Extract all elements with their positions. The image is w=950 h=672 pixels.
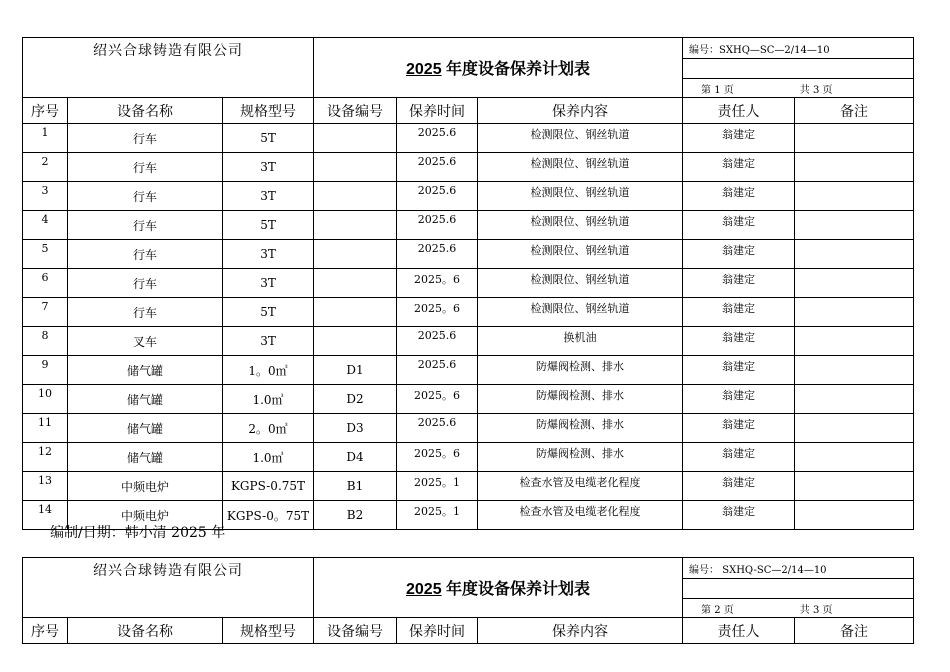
col-header-code: 设备编号 [314, 618, 397, 644]
document-code: 编号：SXHQ—SC—2/14—10 [683, 38, 914, 59]
cell-content: 检测限位、钢丝轨道 [478, 269, 683, 298]
cell-no: 7 [23, 298, 68, 327]
company-name: 绍兴合球铸造有限公司 [23, 558, 314, 618]
page-total: 共 3 页 [799, 84, 833, 96]
cell-no: 1 [23, 124, 68, 153]
table-row [23, 298, 914, 327]
col-header-spec: 规格型号 [223, 98, 314, 124]
cell-content: 检测限位、钢丝轨道 [478, 182, 683, 211]
cell-person: 翁建定 [683, 124, 795, 153]
cell-no: 4 [23, 211, 68, 240]
cell-note [795, 153, 914, 182]
table-row [23, 414, 914, 443]
page-indicator [683, 79, 914, 98]
cell-person: 翁建定 [683, 269, 795, 298]
cell-person: 翁建定 [683, 472, 795, 501]
cell-note [795, 385, 914, 414]
col-header-person: 责任人 [683, 98, 795, 124]
page-indicator [683, 599, 914, 618]
cell-spec: KGPS-0.75T [223, 472, 314, 501]
cell-code [314, 240, 397, 269]
table-row [23, 211, 914, 240]
table-row [23, 443, 914, 472]
blank-header-cell [683, 579, 914, 599]
cell-name: 储气罐 [68, 443, 223, 472]
page-number: 第 2 页 [701, 604, 734, 616]
cell-no: 12 [23, 443, 68, 472]
document-title [314, 558, 683, 618]
col-header-name: 设备名称 [68, 98, 223, 124]
cell-time: 2025。6 [397, 385, 478, 414]
cell-name: 行车 [68, 153, 223, 182]
cell-name: 行车 [68, 211, 223, 240]
cell-code [314, 327, 397, 356]
cell-code: D2 [314, 385, 397, 414]
cell-content: 检测限位、钢丝轨道 [478, 153, 683, 182]
document-code: 编号： SXHQ-SC—2/14—10 [683, 558, 914, 579]
blank-header-cell [683, 59, 914, 79]
cell-time: 2025.6 [397, 124, 478, 153]
cell-content: 检测限位、钢丝轨道 [478, 298, 683, 327]
cell-code [314, 269, 397, 298]
cell-code: B1 [314, 472, 397, 501]
cell-content: 防爆阀检测、排水 [478, 443, 683, 472]
cell-name: 行车 [68, 124, 223, 153]
col-header-person: 责任人 [683, 618, 795, 644]
cell-spec: 3T [223, 269, 314, 298]
cell-spec: 1.0㎥ [223, 443, 314, 472]
table-row [23, 385, 914, 414]
table-row [23, 153, 914, 182]
cell-person: 翁建定 [683, 414, 795, 443]
cell-note [795, 124, 914, 153]
cell-code: B2 [314, 501, 397, 530]
title-year: 2025 [406, 581, 442, 598]
cell-person: 翁建定 [683, 501, 795, 530]
col-header-time: 保养时间 [397, 98, 478, 124]
cell-name: 储气罐 [68, 385, 223, 414]
cell-code: D4 [314, 443, 397, 472]
cell-no: 6 [23, 269, 68, 298]
cell-content: 防爆阀检测、排水 [478, 385, 683, 414]
cell-note [795, 211, 914, 240]
cell-name: 储气罐 [68, 356, 223, 385]
cell-spec: 1。0㎥ [223, 356, 314, 385]
cell-time: 2025.6 [397, 414, 478, 443]
table-row [23, 356, 914, 385]
cell-spec: 3T [223, 240, 314, 269]
cell-spec: 5T [223, 298, 314, 327]
table-row [23, 240, 914, 269]
cell-content: 检测限位、钢丝轨道 [478, 240, 683, 269]
cell-time: 2025.6 [397, 153, 478, 182]
cell-name: 储气罐 [68, 414, 223, 443]
cell-time: 2025。1 [397, 472, 478, 501]
cell-person: 翁建定 [683, 356, 795, 385]
cell-name: 行车 [68, 269, 223, 298]
col-header-no: 序号 [23, 98, 68, 124]
cell-code: D3 [314, 414, 397, 443]
cell-no: 14 [23, 501, 68, 530]
prepared-by-footer: 编制/日期：韩小清 2025 年 [50, 525, 226, 541]
cell-person: 翁建定 [683, 298, 795, 327]
cell-note [795, 182, 914, 211]
cell-content: 检测限位、钢丝轨道 [478, 211, 683, 240]
cell-content: 换机油 [478, 327, 683, 356]
cell-note [795, 269, 914, 298]
col-header-code: 设备编号 [314, 98, 397, 124]
cell-spec: 3T [223, 182, 314, 211]
cell-time: 2025.6 [397, 211, 478, 240]
document-title [314, 38, 683, 98]
cell-code [314, 182, 397, 211]
cell-note [795, 240, 914, 269]
maintenance-plan-table-page-1 [22, 37, 914, 530]
cell-content: 检查水管及电缆老化程度 [478, 472, 683, 501]
cell-time: 2025.6 [397, 240, 478, 269]
cell-content: 检查水管及电缆老化程度 [478, 501, 683, 530]
cell-time: 2025.6 [397, 356, 478, 385]
col-header-time: 保养时间 [397, 618, 478, 644]
cell-note [795, 298, 914, 327]
cell-time: 2025.6 [397, 327, 478, 356]
cell-spec: 5T [223, 124, 314, 153]
col-header-note: 备注 [795, 98, 914, 124]
col-header-name: 设备名称 [68, 618, 223, 644]
cell-name: 行车 [68, 298, 223, 327]
cell-code: D1 [314, 356, 397, 385]
cell-name: 中频电炉 [68, 501, 223, 530]
company-name: 绍兴合球铸造有限公司 [23, 38, 314, 98]
col-header-no: 序号 [23, 618, 68, 644]
cell-time: 2025.6 [397, 182, 478, 211]
col-header-content: 保养内容 [478, 98, 683, 124]
page-number: 第 1 页 [701, 84, 734, 96]
cell-name: 行车 [68, 240, 223, 269]
cell-note [795, 443, 914, 472]
cell-spec: 1.0㎥ [223, 385, 314, 414]
cell-spec: 3T [223, 153, 314, 182]
column-header-row [23, 618, 914, 644]
cell-no: 8 [23, 327, 68, 356]
page-total: 共 3 页 [799, 604, 833, 616]
cell-person: 翁建定 [683, 443, 795, 472]
cell-no: 10 [23, 385, 68, 414]
cell-person: 翁建定 [683, 153, 795, 182]
cell-time: 2025。6 [397, 269, 478, 298]
cell-note [795, 356, 914, 385]
cell-spec: KGPS-0。75T [223, 501, 314, 530]
cell-person: 翁建定 [683, 385, 795, 414]
column-header-row [23, 98, 914, 124]
table-row [23, 269, 914, 298]
cell-name: 中频电炉 [68, 472, 223, 501]
cell-note [795, 472, 914, 501]
cell-content: 检测限位、钢丝轨道 [478, 124, 683, 153]
table-body [23, 124, 914, 530]
cell-no: 5 [23, 240, 68, 269]
title-year: 2025 [406, 61, 442, 78]
maintenance-plan-table-page-2 [22, 557, 914, 644]
cell-name: 叉车 [68, 327, 223, 356]
cell-content: 防爆阀检测、排水 [478, 414, 683, 443]
cell-code [314, 298, 397, 327]
table-row [23, 124, 914, 153]
cell-code [314, 124, 397, 153]
cell-no: 3 [23, 182, 68, 211]
cell-name: 行车 [68, 182, 223, 211]
cell-content: 防爆阀检测、排水 [478, 356, 683, 385]
cell-person: 翁建定 [683, 240, 795, 269]
cell-no: 9 [23, 356, 68, 385]
cell-spec: 2。0㎥ [223, 414, 314, 443]
cell-person: 翁建定 [683, 327, 795, 356]
table-row [23, 182, 914, 211]
cell-code [314, 153, 397, 182]
title-text: 年度设备保养计划表 [441, 581, 591, 598]
title-text: 年度设备保养计划表 [441, 61, 591, 78]
cell-spec: 3T [223, 327, 314, 356]
cell-note [795, 327, 914, 356]
cell-person: 翁建定 [683, 182, 795, 211]
col-header-spec: 规格型号 [223, 618, 314, 644]
cell-code [314, 211, 397, 240]
cell-spec: 5T [223, 211, 314, 240]
cell-no: 2 [23, 153, 68, 182]
cell-time: 2025。6 [397, 298, 478, 327]
cell-time: 2025。1 [397, 501, 478, 530]
table-row [23, 472, 914, 501]
cell-no: 13 [23, 472, 68, 501]
cell-note [795, 501, 914, 530]
col-header-note: 备注 [795, 618, 914, 644]
cell-no: 11 [23, 414, 68, 443]
cell-note [795, 414, 914, 443]
cell-time: 2025。6 [397, 443, 478, 472]
table-row [23, 327, 914, 356]
col-header-content: 保养内容 [478, 618, 683, 644]
cell-person: 翁建定 [683, 211, 795, 240]
